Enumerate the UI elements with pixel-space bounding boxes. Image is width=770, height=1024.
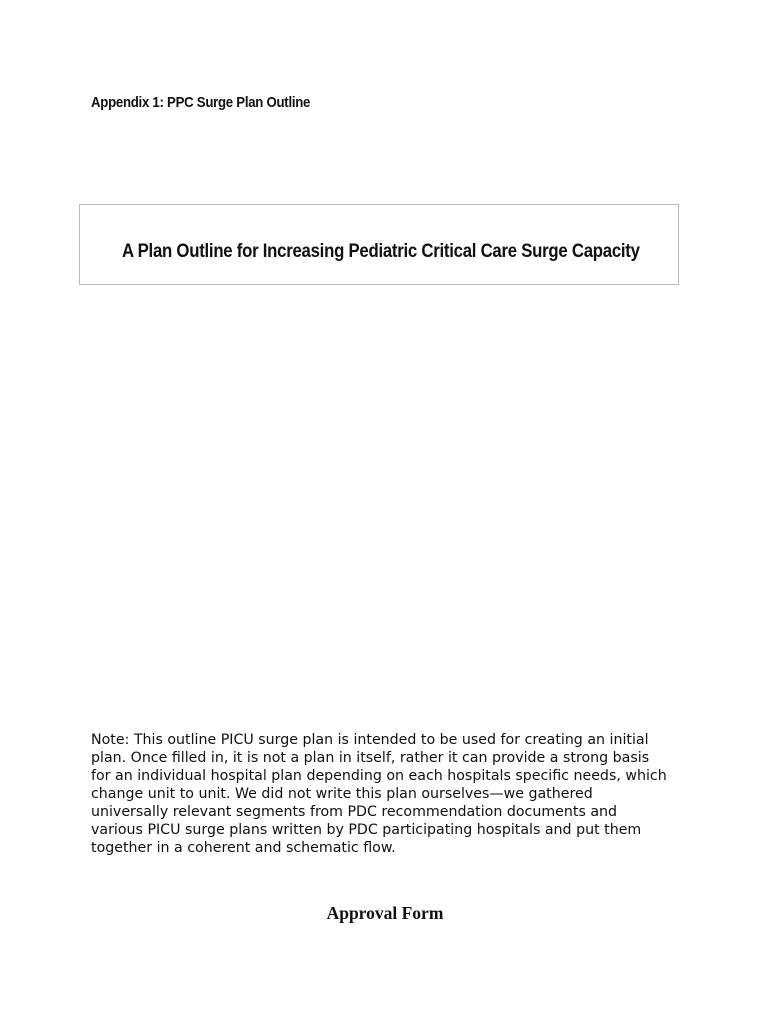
title-box	[79, 204, 679, 285]
approval-form-heading: Approval Form	[326, 903, 444, 923]
note-paragraph: Note: This outline PICU surge plan is intended to be used for creating an initial plan. Once filled in, it is not a plan in itself, rather it can provide a strong basis for an individual hospital plan depending on each hospitals specific needs, which change unit to unit. We did not write this plan ourselves—we gathered universally relevant segments from PDC recommendation documents and various PICU surge plans written by PDC participating hospitals and put them together in a coherent and schematic flow.	[91, 732, 667, 857]
appendix-heading: Appendix 1: PPC Surge Plan Outline	[91, 94, 311, 111]
document-title: A Plan Outline for Increasing Pediatric Critical Care Surge Capacity	[122, 240, 640, 262]
